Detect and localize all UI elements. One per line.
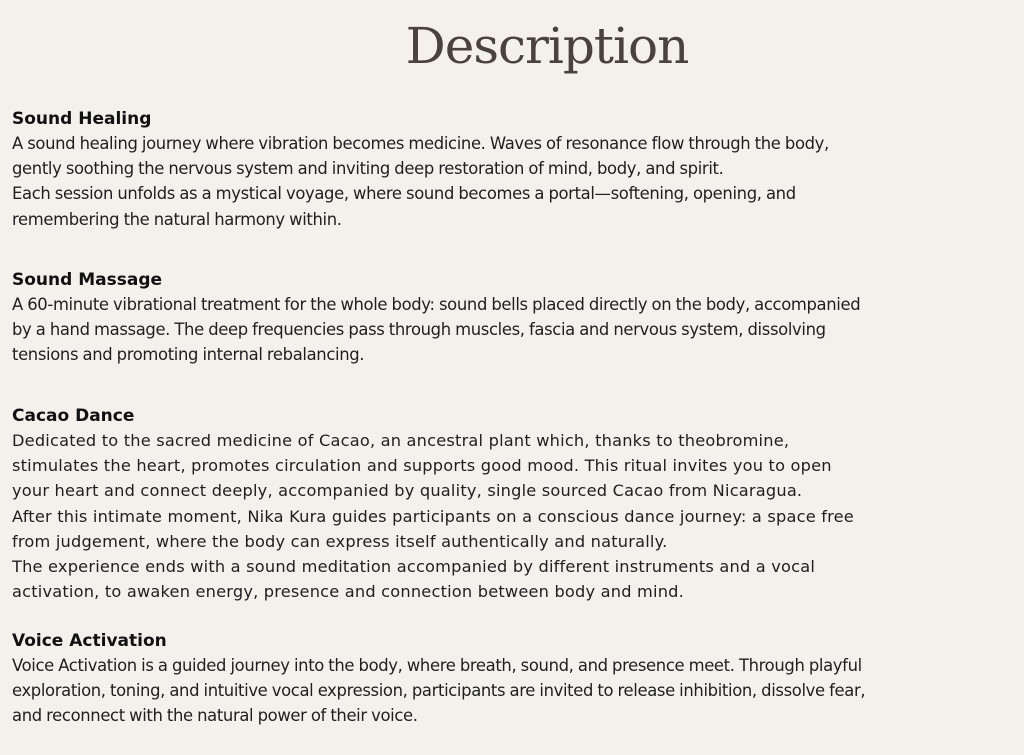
paragraph-line: A sound healing journey where vibration becomes medicine. Waves of resonance flow through the body,	[12, 134, 829, 153]
paragraph-line: exploration, toning, and intuitive vocal expression, participants are invited to release inhibition, dissolve fear,	[12, 681, 866, 701]
paragraph-line: by a hand massage. The deep frequencies pass through muscles, fascia and nervous system, dissolving	[12, 320, 826, 340]
paragraph-line: Voice Activation is a guided journey into the body, where breath, sound, and presence meet. Through playful	[12, 656, 862, 675]
section-voice-activation	[12, 629, 1022, 729]
paragraph-line: gently soothing the nervous system and inviting deep restoration of mind, body, and spirit.	[12, 159, 724, 179]
section-heading: Voice Activation	[12, 631, 167, 651]
section-heading: Sound Massage	[12, 270, 163, 290]
page-title: Description	[405, 17, 689, 75]
section-sound-massage	[12, 268, 1022, 368]
paragraph-line: stimulates the heart, promotes circulation and supports good mood. This ritual invites you to open	[12, 456, 832, 476]
section-sound-healing	[12, 107, 1022, 232]
paragraph-line: A 60-minute vibrational treatment for the whole body: sound bells placed directly on the body, accompanied	[12, 295, 861, 314]
paragraph-line: The experience ends with a sound meditation accompanied by different instruments and a vocal	[12, 557, 816, 577]
section-cacao-dance	[12, 404, 1022, 604]
paragraph-line: After this intimate moment, Nika Kura guides participants on a conscious dance journey: a space free	[12, 506, 854, 526]
paragraph-line: your heart and connect deeply, accompanied by quality, single sourced Cacao from Nicaragua.	[12, 481, 803, 501]
paragraph-line: from judgement, where the body can express itself authentically and naturally.	[12, 531, 668, 551]
paragraph-line: and reconnect with the natural power of their voice.	[12, 706, 418, 726]
paragraph-line: Each session unfolds as a mystical voyage, where sound becomes a portal—softening, opening, and	[12, 184, 796, 204]
paragraph-line: remembering the natural harmony within.	[12, 209, 342, 229]
paragraph-line: tensions and promoting internal rebalancing.	[12, 345, 365, 365]
paragraph-line: activation, to awaken energy, presence and connection between body and mind.	[12, 582, 684, 602]
section-heading: Sound Healing	[12, 109, 152, 129]
paragraph-line: Dedicated to the sacred medicine of Cacao, an ancestral plant which, thanks to theobromine,	[12, 431, 790, 450]
section-heading: Cacao Dance	[12, 406, 135, 426]
